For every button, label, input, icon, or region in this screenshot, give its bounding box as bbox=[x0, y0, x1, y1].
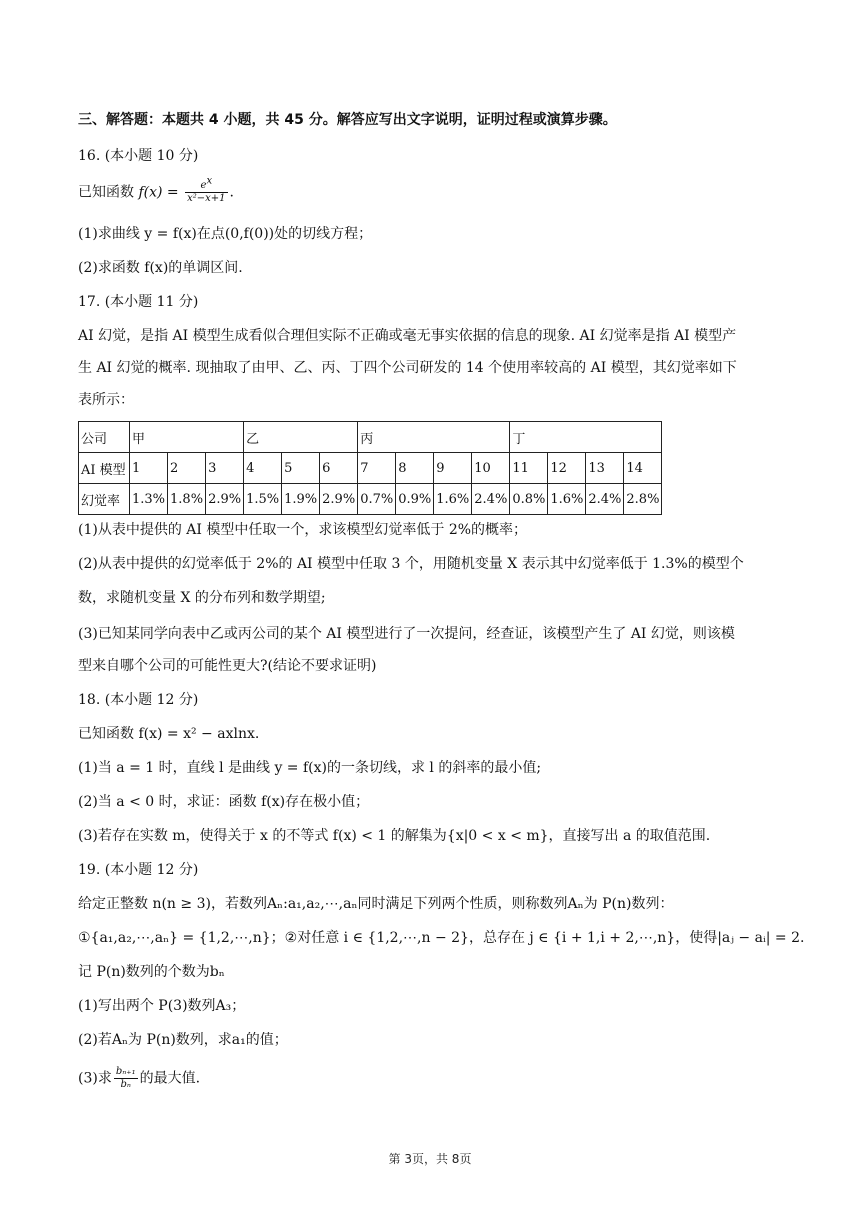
q19-fraction bbox=[114, 1066, 138, 1091]
table-cell-model: 13 bbox=[586, 453, 624, 484]
table-cell-rate: 1.6% bbox=[434, 484, 472, 515]
table-row-rate bbox=[79, 484, 662, 515]
q17-part3-line2: 型来自哪个公司的可能性更大?(结论不要求证明) bbox=[78, 658, 377, 674]
q16-part1: (1)求曲线 y = f(x)在点(0,f(0))处的切线方程； bbox=[78, 226, 373, 242]
table-cell-rate: 0.9% bbox=[396, 484, 434, 515]
q19-fraction-denominator: bₙ bbox=[120, 1079, 131, 1090]
table-cell-model: 11 bbox=[510, 453, 548, 484]
table-cell-model-label: AI 模型 bbox=[79, 453, 130, 484]
q18-stem: 已知函数 f(x) = x² − axlnx. bbox=[78, 726, 260, 742]
table-cell-model: 7 bbox=[358, 453, 396, 484]
table-cell-model: 8 bbox=[396, 453, 434, 484]
table-cell-company-ding: 丁 bbox=[510, 422, 662, 453]
q18-header: 18. (本小题 12 分) bbox=[78, 692, 199, 708]
q16-num-base: e bbox=[200, 180, 207, 191]
q18-part2: (2)当 a < 0 时，求证：函数 f(x)存在极小值； bbox=[78, 794, 370, 810]
table-cell-rate: 2.4% bbox=[472, 484, 510, 515]
q16-header: 16. (本小题 10 分) bbox=[78, 148, 199, 164]
q16-fraction-denominator: x²−x+1 bbox=[187, 193, 226, 204]
table-cell-model: 6 bbox=[320, 453, 358, 484]
q16-fraction-numerator bbox=[185, 175, 227, 193]
q17-line2: 生 AI 幻觉的概率. 现抽取了由甲、乙、丙、丁四个公司研发的 14 个使用率较高的 AI 模型，其幻觉率如下 bbox=[78, 360, 737, 376]
q19-part1: (1)写出两个 P(3)数列A₃； bbox=[78, 998, 246, 1014]
table-cell-rate: 1.3% bbox=[130, 484, 168, 515]
table-cell-rate: 2.9% bbox=[320, 484, 358, 515]
table-cell-rate: 2.4% bbox=[586, 484, 624, 515]
page-footer: 第 3页，共 8页 bbox=[388, 1152, 472, 1166]
q17-part3-line1: (3)已知某同学向表中乙或丙公司的某个 AI 模型进行了一次提问，经查证，该模型产生了 AI 幻觉，则该模 bbox=[78, 626, 735, 642]
q19-part2: (2)若Aₙ为 P(n)数列，求a₁的值； bbox=[78, 1032, 288, 1048]
table-cell-model: 3 bbox=[206, 453, 244, 484]
q19-line1: 给定正整数 n(n ≥ 3)，若数列Aₙ:a₁,a₂,⋯,aₙ同时满足下列两个性质，则称数列Aₙ为 P(n)数列： bbox=[78, 896, 674, 912]
q19-line3: 记 P(n)数列的个数为bₙ bbox=[78, 964, 225, 980]
section-header: 三、解答题：本题共 4 小题，共 45 分。解答应写出文字说明，证明过程或演算步骤。 bbox=[78, 112, 617, 128]
table-row-company bbox=[79, 422, 662, 453]
q17-header: 17. (本小题 11 分) bbox=[78, 294, 199, 310]
q19-part3-prefix: (3)求 bbox=[78, 1070, 112, 1087]
q18-part1: (1)当 a = 1 时，直线 l 是曲线 y = f(x)的一条切线，求 l 的斜率的最小值; bbox=[78, 760, 542, 776]
q19-part3 bbox=[78, 1066, 200, 1091]
table-cell-rate: 2.9% bbox=[206, 484, 244, 515]
q17-part2-line1: (2)从表中提供的幻觉率低于 2%的 AI 模型中任取 3 个，用随机变量 X 表示其中幻觉率低于 1.3%的模型个 bbox=[78, 556, 744, 572]
q16-part2: (2)求函数 f(x)的单调区间. bbox=[78, 260, 243, 276]
q19-header: 19. (本小题 12 分) bbox=[78, 862, 199, 878]
table-cell-rate: 0.7% bbox=[358, 484, 396, 515]
q19-line2: ①{a₁,a₂,⋯,aₙ} = {1,2,⋯,n}；②对任意 i ∈ {1,2,⋯,n − 2}，总存在 j ∈ {i + 1,i + 2,⋯,n}，使得|aⱼ − aᵢ| = 2. bbox=[78, 930, 805, 946]
q16-stem bbox=[78, 175, 234, 205]
table-cell-rate: 1.8% bbox=[168, 484, 206, 515]
q17-line1: AI 幻觉，是指 AI 模型生成看似合理但实际不正确或毫无事实依据的信息的现象. AI 幻觉率是指 AI 模型产 bbox=[78, 328, 737, 344]
q17-part1: (1)从表中提供的 AI 模型中任取一个，求该模型幻觉率低于 2%的概率； bbox=[78, 522, 528, 538]
q16-fraction bbox=[185, 175, 227, 205]
table-cell-rate: 1.6% bbox=[548, 484, 586, 515]
table-cell-model: 10 bbox=[472, 453, 510, 484]
q17-table bbox=[78, 421, 662, 515]
table-cell-rate: 2.8% bbox=[624, 484, 662, 515]
table-cell-model: 2 bbox=[168, 453, 206, 484]
q16-stem-suffix: . bbox=[229, 184, 234, 201]
q16-stem-func: f(x) = bbox=[138, 184, 184, 201]
table-cell-model: 1 bbox=[130, 453, 168, 484]
table-cell-model: 4 bbox=[244, 453, 282, 484]
q16-num-exp: x bbox=[206, 175, 213, 187]
q18-part3: (3)若存在实数 m，使得关于 x 的不等式 f(x) < 1 的解集为{x|0 < x < m}，直接写出 a 的取值范围. bbox=[78, 828, 711, 844]
table-cell-company-bing: 丙 bbox=[358, 422, 510, 453]
table-cell-company-jia: 甲 bbox=[130, 422, 244, 453]
q16-stem-prefix: 已知函数 bbox=[78, 184, 139, 201]
table-cell-rate-label: 幻觉率 bbox=[79, 484, 130, 515]
table-cell-rate: 0.8% bbox=[510, 484, 548, 515]
table-cell-model: 5 bbox=[282, 453, 320, 484]
q19-part3-suffix: 的最大值. bbox=[139, 1070, 201, 1087]
table-cell-rate: 1.5% bbox=[244, 484, 282, 515]
table-cell-company-label: 公司 bbox=[79, 422, 130, 453]
table-cell-model: 12 bbox=[548, 453, 586, 484]
table-row-model bbox=[79, 453, 662, 484]
table-cell-rate: 1.9% bbox=[282, 484, 320, 515]
table-cell-model: 14 bbox=[624, 453, 662, 484]
table-cell-company-yi: 乙 bbox=[244, 422, 358, 453]
q17-part2-line2: 数，求随机变量 X 的分布列和数学期望; bbox=[78, 590, 326, 606]
table-cell-model: 9 bbox=[434, 453, 472, 484]
q19-fraction-numerator: bₙ₊₁ bbox=[115, 1066, 136, 1077]
q17-line3: 表所示： bbox=[78, 392, 134, 408]
